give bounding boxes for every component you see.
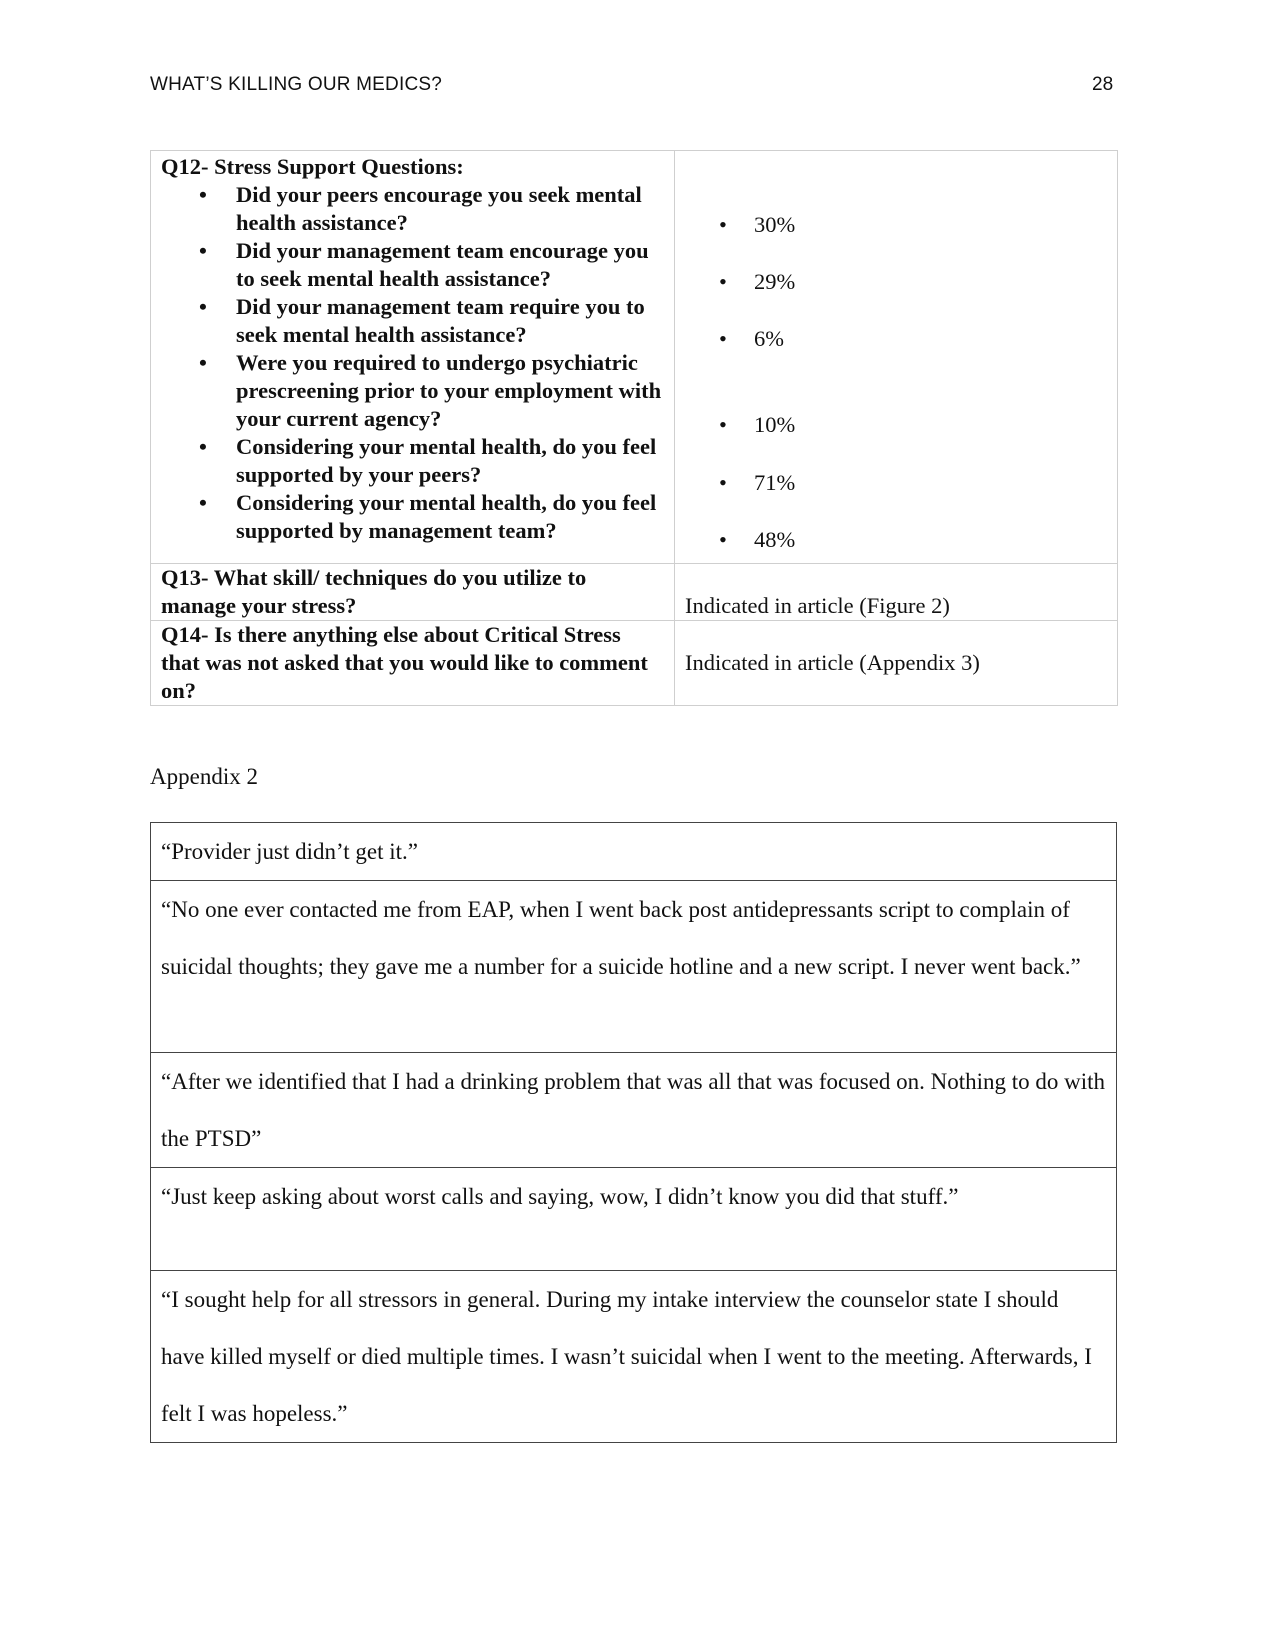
answer-item	[733, 526, 796, 554]
answer-percent: 29%	[754, 269, 796, 294]
table-row-q12	[151, 151, 1118, 564]
answer-percent: 6%	[754, 326, 784, 351]
subquestion-item: • Did your management team require you to seek mental health assistance?	[161, 293, 664, 349]
subquestion-item: • Did your management team encourage you to seek mental health assistance?	[161, 237, 664, 293]
table-row	[151, 881, 1117, 1053]
quote-cell: “After we identified that I had a drinking problem that was all that was focused on. Nothing to do with the PTSD”	[151, 1053, 1117, 1168]
answer-q14: Indicated in article (Appendix 3)	[685, 650, 980, 675]
table-row	[151, 823, 1117, 881]
answer-item	[733, 411, 796, 439]
answer-percent: 71%	[754, 470, 796, 495]
answer-cell	[675, 564, 1118, 621]
quote-cell: “Provider just didn’t get it.”	[151, 823, 1117, 881]
q12-subquestion-list	[161, 181, 664, 545]
quote-cell: “I sought help for all stressors in general. During my intake interview the counselor state I should have killed myself or died multiple times. I wasn’t suicidal when I went to the meeting. Afterwards, I felt I was hopeless.”	[151, 1271, 1117, 1443]
subquestion-item: • Considering your mental health, do you feel supported by management team?	[161, 489, 664, 545]
table-row-q13	[151, 564, 1118, 621]
answer-item	[733, 211, 796, 239]
subquestion-item: • Did your peers encourage you seek mental health assistance?	[161, 181, 664, 237]
answer-item	[733, 325, 784, 353]
answer-cell	[675, 151, 1118, 564]
appendix-2-quotes-table	[150, 822, 1117, 1443]
answer-cell	[675, 621, 1118, 706]
answer-item	[733, 268, 796, 296]
answer-percent: 30%	[754, 212, 796, 237]
answer-percent: 10%	[754, 412, 796, 437]
table-row	[151, 1053, 1117, 1168]
subquestion-item: • Were you required to undergo psychiatric prescreening prior to your employment with your current agency?	[161, 349, 664, 433]
answer-q13: Indicated in article (Figure 2)	[685, 593, 950, 618]
answer-item	[733, 469, 796, 497]
survey-results-table	[150, 150, 1118, 706]
answer-percent: 48%	[754, 527, 796, 552]
subquestion-item: • Considering your mental health, do you feel supported by your peers?	[161, 433, 664, 489]
quote-cell: “Just keep asking about worst calls and saying, wow, I didn’t know you did that stuff.”	[151, 1168, 1117, 1271]
question-cell	[151, 151, 675, 564]
question-q12: Q12- Stress Support Questions:	[161, 154, 464, 179]
q12-answer-list	[685, 151, 1107, 563]
quote-cell: “No one ever contacted me from EAP, when I went back post antidepressants script to complain of suicidal thoughts; they gave me a number for a suicide hotline and a new script. I never went back.”	[151, 881, 1117, 1053]
running-head: WHAT’S KILLING OUR MEDICS?	[150, 74, 442, 95]
table-row	[151, 1271, 1117, 1443]
table-row-q14	[151, 621, 1118, 706]
question-q13: Q13- What skill/ techniques do you utilize to manage your stress?	[151, 564, 675, 621]
table-row	[151, 1168, 1117, 1271]
page-number: 28	[1092, 74, 1114, 95]
appendix-2-title: Appendix 2	[150, 764, 258, 789]
question-q14: Q14- Is there anything else about Critical Stress that was not asked that you would like to comment on?	[151, 621, 675, 706]
